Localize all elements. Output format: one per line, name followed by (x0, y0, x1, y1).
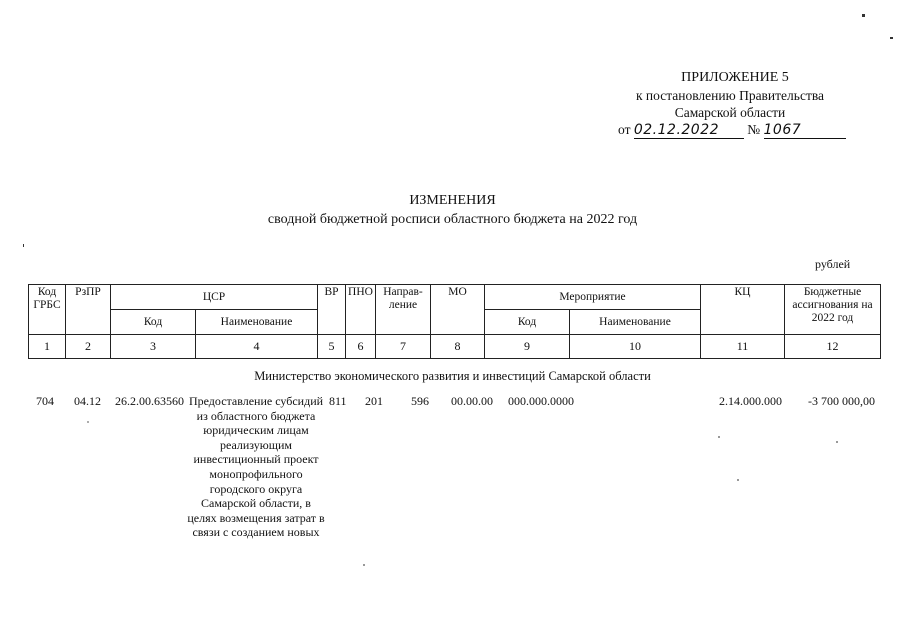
handwritten-number: 1067 (764, 122, 846, 139)
column-number: 7 (376, 335, 431, 359)
date-prefix: от (618, 122, 631, 137)
column-number: 1 (29, 335, 66, 359)
scan-speck (363, 564, 365, 566)
handwritten-date: 02.12.2022 (634, 122, 744, 139)
row-pno: 201 (365, 394, 383, 408)
column-number: 12 (785, 335, 881, 359)
header-meropriyatie: Мероприятие (485, 285, 701, 310)
header-mer-name: Наименование (570, 310, 701, 335)
scan-speck (862, 14, 865, 17)
budget-table-header (28, 284, 881, 359)
column-number: 2 (66, 335, 111, 359)
row-amount: -3 700 000,00 (808, 394, 875, 408)
row-grbs: 704 (36, 394, 54, 408)
scan-speck (718, 436, 720, 438)
header-vr: ВР (318, 285, 346, 335)
header-mer-kod: Код (485, 310, 570, 335)
header-pno: ПНО (346, 285, 376, 335)
row-csr: 26.2.00.63560 (115, 394, 184, 408)
appendix-date-row (618, 122, 846, 139)
scan-speck (836, 441, 838, 443)
header-rzpr: РзПР (66, 285, 111, 335)
row-kc: 2.14.000.000 (719, 394, 782, 408)
appendix-resolution-line: к постановлению Правительства (635, 88, 825, 103)
column-number: 4 (196, 335, 318, 359)
header-napravlenie: Направ-ление (376, 285, 431, 335)
column-number: 5 (318, 335, 346, 359)
header-mo: МО (431, 285, 485, 335)
scan-speck (23, 244, 24, 247)
column-number: 8 (431, 335, 485, 359)
column-number: 11 (701, 335, 785, 359)
row-mer-kod: 000.000.0000 (508, 394, 574, 408)
document-subtitle: сводной бюджетной росписи областного бюджета на 2022 год (267, 212, 638, 227)
appendix-region-line: Самарской области (674, 105, 786, 120)
header-kod-grbs: Код ГРБС (29, 285, 66, 335)
row-vr: 811 (329, 394, 347, 408)
header-csr-kod: Код (111, 310, 196, 335)
scan-speck (737, 479, 739, 481)
scan-speck (890, 37, 893, 39)
column-number: 3 (111, 335, 196, 359)
row-mo: 00.00.00 (451, 394, 493, 408)
column-number: 10 (570, 335, 701, 359)
number-prefix: № (747, 122, 761, 137)
row-napravlenie: 596 (411, 394, 429, 408)
column-number: 9 (485, 335, 570, 359)
appendix-title: ПРИЛОЖЕНИЕ 5 (681, 70, 789, 85)
row-rzpr: 04.12 (74, 394, 101, 408)
header-csr: ЦСР (111, 285, 318, 310)
ministry-heading: Министерство экономического развития и инвестиций Самарской области (254, 369, 651, 383)
row-name: Предоставление субсидий из областного бюджета юридическим лицам реализующим инвестиционный проект монопрофильного городского округа Самарской области, в целях возмещения затрат в связи с созданием новых (187, 394, 325, 540)
column-number: 6 (346, 335, 376, 359)
header-csr-name: Наименование (196, 310, 318, 335)
units-label: рублей (815, 257, 851, 271)
header-kc: КЦ (701, 285, 785, 335)
header-budget-assignments: Бюджетные ассигнования на 2022 год (785, 285, 881, 335)
scan-speck (87, 421, 89, 423)
document-title: ИЗМЕНЕНИЯ (409, 193, 496, 208)
